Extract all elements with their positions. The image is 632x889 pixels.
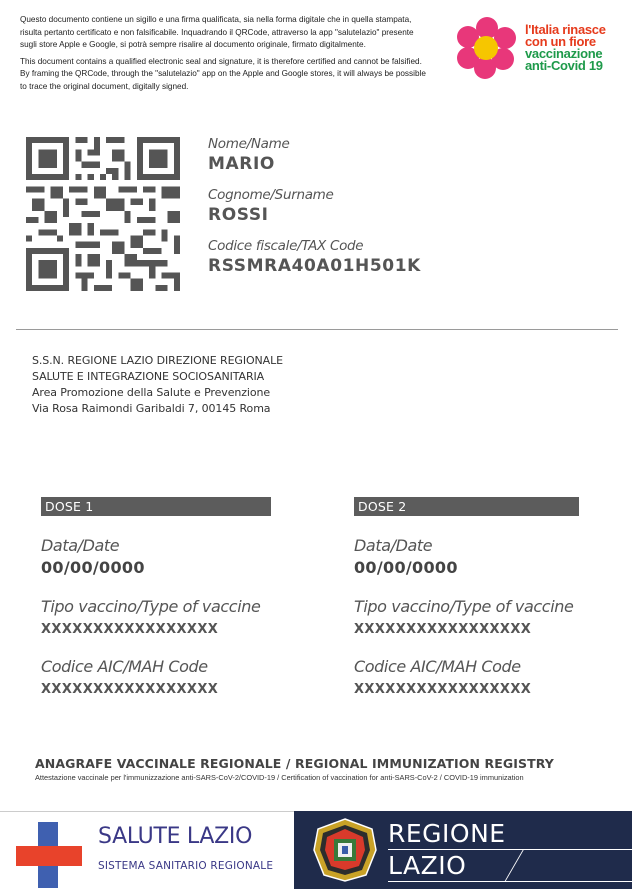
- salute-lazio-subtitle: SISTEMA SANITARIO REGIONALE: [98, 860, 274, 872]
- dose-1-date-value: 00/00/0000: [41, 558, 145, 577]
- surname-label: Cognome/Surname: [208, 187, 334, 203]
- slogan-line-1: l'Italia rinasce: [525, 22, 606, 37]
- dose-2-type-value: XXXXXXXXXXXXXXXXX: [354, 622, 532, 637]
- dose-1-header: DOSE 1: [41, 497, 271, 516]
- campaign-slogan: [525, 24, 606, 72]
- regione-rule-2: [388, 881, 632, 882]
- dose-2-code-label: Codice AIC/MAH Code: [354, 657, 521, 676]
- footer: [0, 811, 632, 889]
- regione-crest-icon: [312, 817, 378, 883]
- issuer-line-4: Via Rosa Raimondi Garibaldi 7, 00145 Roma: [32, 402, 271, 415]
- regione-line-2: LAZIO: [388, 851, 467, 880]
- regione-rule-3: [505, 849, 524, 881]
- regione-lazio-logo: [294, 811, 632, 889]
- campaign-logo: [455, 16, 625, 82]
- registry-block: [35, 756, 615, 782]
- issuer-line-2: SALUTE E INTEGRAZIONE SOCIOSANITARIA: [32, 370, 265, 383]
- issuer-line-1: S.S.N. REGIONE LAZIO DIREZIONE REGIONALE: [32, 354, 283, 367]
- tax-code-label: Codice fiscale/TAX Code: [208, 238, 364, 254]
- dose-1-type-label: Tipo vaccino/Type of vaccine: [41, 597, 261, 616]
- dose-1-date-label: Data/Date: [41, 536, 120, 555]
- qr-code[interactable]: [26, 137, 180, 291]
- surname-value: ROSSI: [208, 205, 269, 225]
- tax-code-value: RSSMRA40A01H501K: [208, 256, 421, 276]
- health-cross-icon: [16, 822, 82, 888]
- issuer-line-3: Area Promozione della Salute e Prevenzione: [32, 386, 271, 399]
- dose-2-code-value: XXXXXXXXXXXXXXXXX: [354, 682, 532, 697]
- registry-title: ANAGRAFE VACCINALE REGIONALE / REGIONAL IMMUNIZATION REGISTRY: [35, 756, 554, 771]
- regione-rule-1: [388, 849, 632, 850]
- dose-1-section: [41, 497, 271, 697]
- salute-lazio-logo: [0, 811, 294, 889]
- slogan-line-4: anti-Covid 19: [525, 58, 603, 73]
- dose-2-date-value: 00/00/0000: [354, 558, 458, 577]
- dose-2-type-label: Tipo vaccino/Type of vaccine: [354, 597, 574, 616]
- slogan-line-2: con un fiore: [525, 34, 596, 49]
- disclaimer-english: This document contains a qualified electronic seal and signature, it is therefore certified and cannot be falsified. By framing the QRCode, through the "salutelazio" app on the Apple and Google stores, it will always be possible to trace the original document, digitally signed.: [20, 56, 426, 91]
- dose-2-header: DOSE 2: [354, 497, 579, 516]
- regione-line-1: REGIONE: [388, 819, 506, 848]
- disclaimer: [20, 14, 432, 94]
- name-value: MARIO: [208, 154, 275, 174]
- dose-1-type-value: XXXXXXXXXXXXXXXXX: [41, 622, 219, 637]
- person-details: [208, 136, 421, 289]
- dose-1-code-value: XXXXXXXXXXXXXXXXX: [41, 682, 219, 697]
- disclaimer-italian: Questo documento contiene un sigillo e una firma qualificata, sia nella forma digitale che in quella stampata, risulta pertanto certificato e non falsificabile. Inquadrando il QRCode, attraverso la app "salutelazio" presente sugli store Apple e Google, si potrà sempre risalire al documento originale, firmato digitalmente.: [20, 15, 414, 50]
- slogan-line-3: vaccinazione: [525, 46, 603, 61]
- flower-icon: [455, 16, 519, 80]
- divider: [16, 329, 618, 330]
- dose-2-section: [354, 497, 579, 697]
- dose-1-code-label: Codice AIC/MAH Code: [41, 657, 208, 676]
- salute-lazio-title: SALUTE LAZIO: [98, 824, 253, 849]
- registry-subtitle: Attestazione vaccinale per l'immunizzazione anti-SARS-CoV-2/COVID-19 / Certification of vaccination for anti-SARS-CoV-2 / COVID-19 immunization: [35, 773, 524, 782]
- issuer-block: [32, 353, 283, 417]
- dose-2-date-label: Data/Date: [354, 536, 433, 555]
- name-label: Nome/Name: [208, 136, 290, 152]
